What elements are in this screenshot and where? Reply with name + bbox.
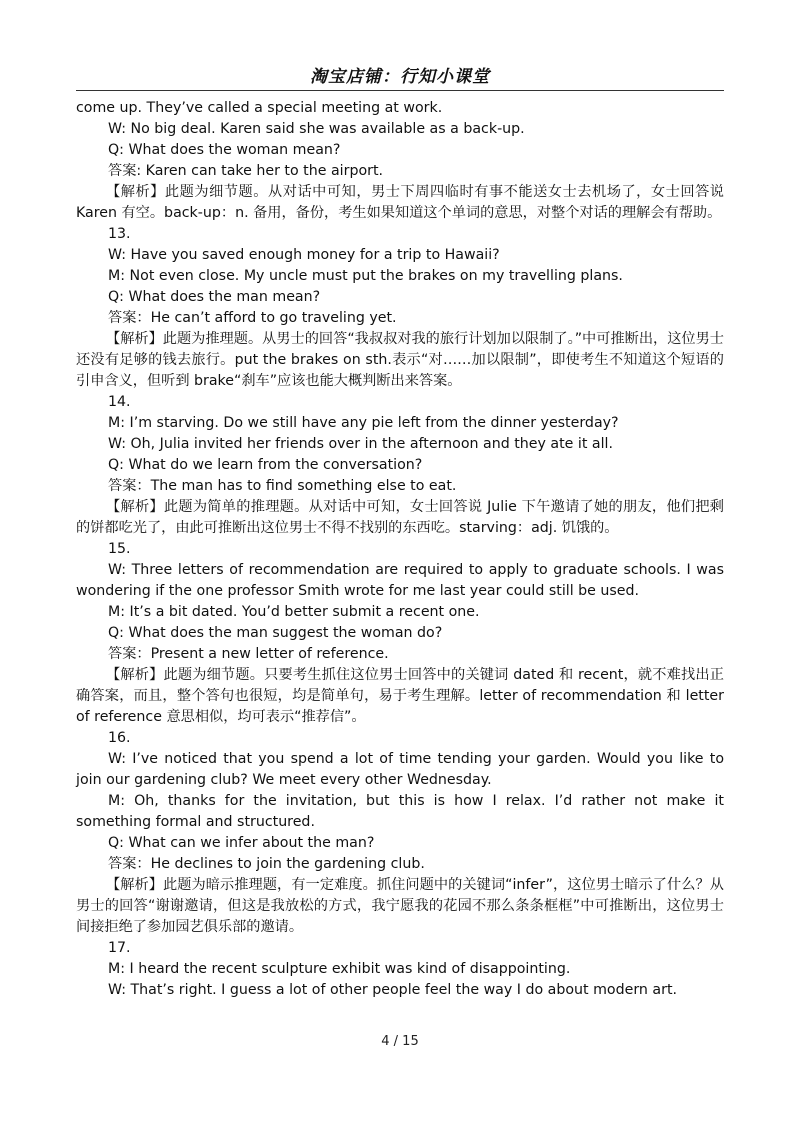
text-line: Q: What can we infer about the man? [108,835,375,851]
text-line: Q: What do we learn from the conversation? [108,457,423,473]
analysis-paragraph: 【解析】此题为简单的推理题。从对话中可知，女士回答说 Julie 下午邀请了她的朋友，他们把剩的饼都吃光了，由此可推断出这位男士不得不找别的东西吃。starving：adj. 饥饿的。 [76,499,724,536]
text-line: Q: What does the woman mean? [108,142,341,158]
text-line: W: Have you saved enough money for a trip to Hawaii? [108,247,500,263]
header-divider [76,90,724,91]
page-header-title: 淘宝店铺：行知小课堂 [310,67,490,87]
text-line: W: That’s right. I guess a lot of other people feel the way I do about modern art. [108,982,678,998]
analysis-paragraph: 【解析】此题为推理题。从男士的回答“我叔叔对我的旅行计划加以限制了。”中可推断出，这位男士还没有足够的钱去旅行。put the brakes on sth.表示“对……加以限制”，即使考生不知道这个短语的引申含义，但听到 brake“刹车”应该也能大概判断出来答案。 [76,331,724,389]
text-line: M: I’m starving. Do we still have any pie left from the dinner yesterday? [108,415,619,431]
answer-line: 答案：The man has to find something else to eat. [108,478,457,494]
answer-line: 答案: Karen can take her to the airport. [108,163,384,179]
question-number: 14. [108,394,131,410]
question-number: 16. [108,730,131,746]
analysis-paragraph: 【解析】此题为暗示推理题，有一定难度。抓住问题中的关键词“infer”，这位男士暗示了什么？从男士的回答“谢谢邀请，但这是我放松的方式，我宁愿我的花园不那么条条框框”中可推断出，这位男士间接拒绝了参加园艺俱乐部的邀请。 [76,877,724,935]
question-number: 13. [108,226,131,242]
text-line: Q: What does the man mean? [108,289,321,305]
page-number: 4 / 15 [381,1034,419,1049]
question-number: 15. [108,541,131,557]
text-line: M: Oh, thanks for the invitation, but this is how I relax. I’d rather not make it something formal and structured. [76,793,724,830]
answer-line: 答案：He declines to join the gardening club. [108,856,425,872]
text-line: M: I heard the recent sculpture exhibit was kind of disappointing. [108,961,571,977]
text-line: W: No big deal. Karen said she was available as a back-up. [108,121,525,137]
question-number: 17. [108,940,131,956]
analysis-paragraph: 【解析】此题为细节题。从对话中可知，男士下周四临时有事不能送女士去机场了，女士回答说 Karen 有空。back-up：n. 备用，备份，考生如果知道这个单词的意思，对整个对话的理解会有帮助。 [76,184,724,221]
answer-line: 答案：He can’t afford to go traveling yet. [108,310,397,326]
text-line: W: I’ve noticed that you spend a lot of time tending your garden. Would you like to join our gardening club? We meet every other Wednesday. [76,751,724,788]
answer-line: 答案：Present a new letter of reference. [108,646,389,662]
text-line: come up. They’ve called a special meeting at work. [76,100,443,116]
text-line: M: Not even close. My uncle must put the brakes on my travelling plans. [108,268,623,284]
text-line: W: Oh, Julia invited her friends over in the afternoon and they ate it all. [108,436,614,452]
text-line: Q: What does the man suggest the woman do? [108,625,443,641]
text-line: W: Three letters of recommendation are required to apply to graduate schools. I was wondering if the one professor Smith wrote for me last year could still be used. [76,562,724,599]
document-body [76,98,724,1001]
text-line: M: It’s a bit dated. You’d better submit a recent one. [108,604,480,620]
analysis-paragraph: 【解析】此题为细节题。只要考生抓住这位男士回答中的关键词 dated 和 recent，就不难找出正确答案，而且，整个答句也很短，均是简单句，易于考生理解。letter of recommendation 和 letter of reference 意思相似，均可表示“推荐信”。 [76,667,724,725]
